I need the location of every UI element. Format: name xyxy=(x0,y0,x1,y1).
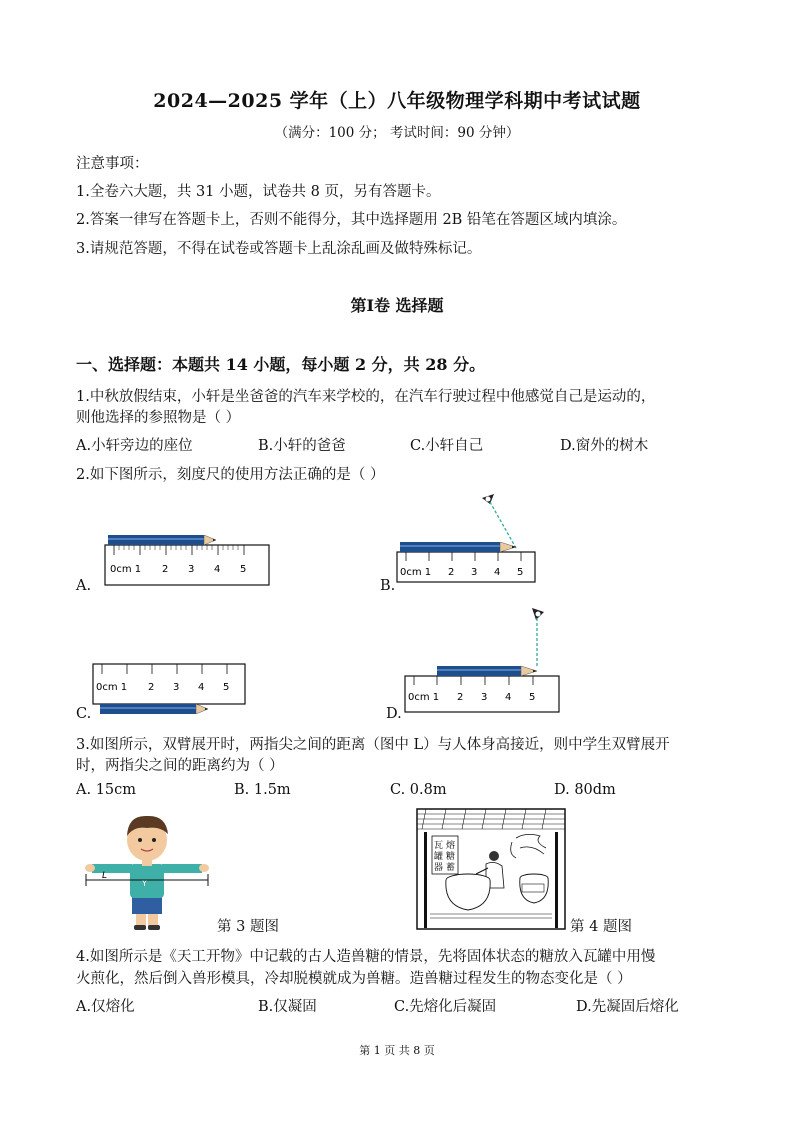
question-4-line-2: 火煎化，然后倒入兽形模具，冷却脱模就成为兽糖。造兽糖过程发生的物态变化是（ ） xyxy=(76,971,632,987)
ruler-tick-label: 4 xyxy=(214,564,221,575)
pencil xyxy=(108,535,216,545)
section-title: 第Ⅰ卷 选择题 xyxy=(350,296,444,315)
ruler-tick-label: 4 xyxy=(198,682,205,693)
ruler-tick-label: 3 xyxy=(471,567,478,578)
ruler-tick-label: 4 xyxy=(494,567,501,578)
ruler-tick-label: 3 xyxy=(188,564,195,575)
ruler-tick-label: 5 xyxy=(529,692,536,703)
figure-3-caption: 第 3 题图 xyxy=(217,919,279,935)
q1-option-a: A.小轩旁边的座位 xyxy=(76,438,193,454)
exam-title: 2024—2025 学年（上）八年级物理学科期中考试试题 xyxy=(153,90,641,112)
q1-option-c: C.小轩自己 xyxy=(410,438,484,454)
question-1-line-1: 1.中秋放假结束，小轩是坐爸爸的汽车来学校的，在汽车行驶过程中他感觉自己是运动的， xyxy=(76,389,656,405)
q3-option-a: A. 15cm xyxy=(76,782,137,798)
figure-label-c: C. xyxy=(76,706,92,722)
ruler-tick-label: 2 xyxy=(457,692,464,703)
pencil xyxy=(437,666,537,676)
notes-label: 注意事项： xyxy=(76,156,149,172)
note-item: 3.请规范答题，不得在试卷或答题卡上乱涂乱画及做特殊标记。 xyxy=(76,241,482,257)
ruler-figure-c xyxy=(92,660,252,718)
svg-text:糖: 糖 xyxy=(446,852,456,862)
pencil xyxy=(100,704,208,714)
figure-label-d: D. xyxy=(386,706,402,722)
ruler-tick-label: 0cm 1 xyxy=(408,692,440,703)
ruler-tick-label: 0cm 1 xyxy=(96,682,128,693)
figure-label-b: B. xyxy=(380,578,396,594)
svg-text:蓄: 蓄 xyxy=(446,863,456,873)
exam-subtitle: （满分：100 分； 考试时间：90 分钟） xyxy=(274,125,520,141)
ruler-tick-label: 5 xyxy=(517,567,524,578)
ruler-tick-label: 2 xyxy=(448,567,455,578)
q1-option-d: D.窗外的树木 xyxy=(560,438,649,454)
q3-option-d: D. 80dm xyxy=(554,782,616,798)
ruler-tick-label: 0cm 1 xyxy=(400,567,432,578)
svg-text:熔: 熔 xyxy=(446,841,456,851)
note-item: 2.答案一律写在答题卡上，否则不能得分，其中选择题用 2B 铅笔在答题区域内填涂。 xyxy=(76,212,627,228)
question-4-line-1: 4.如图所示是《天工开物》中记载的古人造兽糖的情景，先将固体状态的糖放入瓦罐中用慢 xyxy=(76,949,656,965)
svg-text:Y: Y xyxy=(142,879,147,888)
ruler-tick-label: 3 xyxy=(173,682,180,693)
question-1-line-2: 则他选择的参照物是（ ） xyxy=(76,410,241,426)
note-item: 1.全卷六大题，共 31 小题，试卷共 8 页，另有答题卡。 xyxy=(76,184,441,200)
ruler-figure-a xyxy=(104,525,274,587)
figure-4-caption: 第 4 题图 xyxy=(570,919,632,935)
q4-option-d: D.先凝固后熔化 xyxy=(576,999,679,1015)
length-label: L xyxy=(102,871,108,881)
ruler-figure-b xyxy=(396,490,541,585)
page-footer: 第 1 页 共 8 页 xyxy=(359,1044,435,1057)
figure-label-a: A. xyxy=(76,578,92,594)
ruler-tick-label: 0cm 1 xyxy=(110,564,142,575)
ruler-tick-label: 2 xyxy=(162,564,169,575)
sign-board xyxy=(432,836,458,874)
q4-option-b: B.仅凝固 xyxy=(258,999,317,1015)
svg-text:器: 器 xyxy=(434,863,444,873)
sugar-making-figure xyxy=(416,808,566,930)
q3-option-b: B. 1.5m xyxy=(234,782,291,798)
q1-option-b: B.小轩的爸爸 xyxy=(258,438,346,454)
q4-option-c: C.先熔化后凝固 xyxy=(394,999,497,1015)
svg-text:罐: 罐 xyxy=(434,852,444,862)
ruler-tick-label: 5 xyxy=(223,682,230,693)
svg-text:瓦: 瓦 xyxy=(434,841,444,851)
q3-option-c: C. 0.8m xyxy=(390,782,447,798)
pencil xyxy=(400,542,516,552)
ruler-tick-label: 3 xyxy=(481,692,488,703)
part-heading: 一、选择题：本题共 14 小题，每小题 2 分，共 28 分。 xyxy=(76,355,486,374)
question-3-line-1: 3.如图所示，双臂展开时，两指尖之间的距离（图中 L）与人体身高接近，则中学生双臂展开 xyxy=(76,737,670,753)
eye-icon xyxy=(532,608,544,620)
eye-icon xyxy=(482,494,494,504)
q4-option-a: A.仅熔化 xyxy=(76,999,135,1015)
ruler-tick-label: 4 xyxy=(505,692,512,703)
ruler-tick-label: 2 xyxy=(148,682,155,693)
ruler-tick-label: 5 xyxy=(240,564,247,575)
question-3-line-2: 时，两指尖之间的距离约为（ ） xyxy=(76,758,284,774)
question-2-line-1: 2.如下图所示，刻度尺的使用方法正确的是（ ） xyxy=(76,467,385,483)
ruler-figure-d xyxy=(404,604,564,716)
arm-span-figure xyxy=(82,810,212,932)
